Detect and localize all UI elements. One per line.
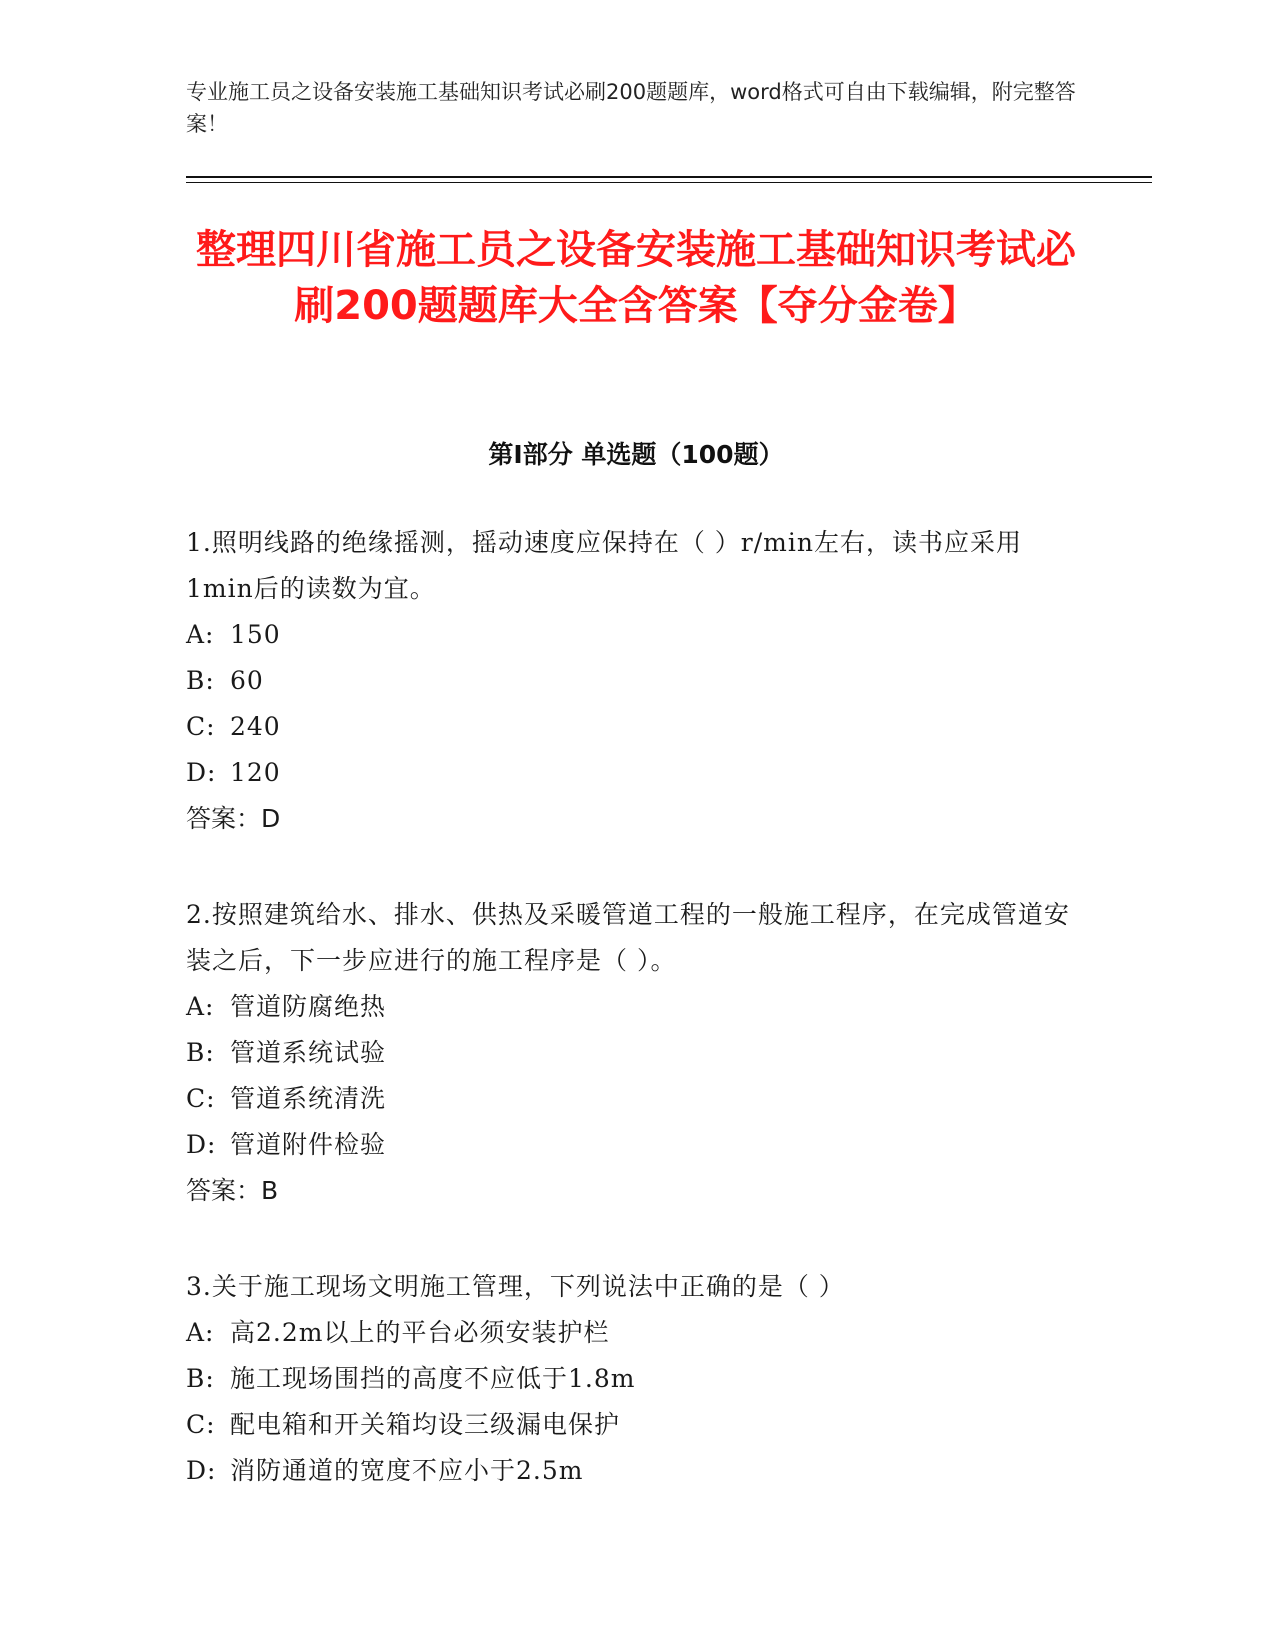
option-text: 高2.2m以上的平台必须安装护栏 (230, 1318, 610, 1347)
question-stem: 1.照明线路的绝缘摇测，摇动速度应保持在（ ）r/min左右，读书应采用1min后的读数为宜。 (186, 528, 1022, 603)
option-letter: D: (186, 1130, 217, 1159)
option-d (186, 1122, 1086, 1168)
option-a (186, 984, 1086, 1030)
option-letter: C: (186, 1410, 216, 1439)
option-letter: B: (186, 1364, 215, 1393)
option-a (186, 1310, 1086, 1356)
answer-line: 答案：D (186, 804, 281, 833)
question-3 (186, 1264, 1086, 1494)
option-c (186, 704, 1086, 750)
header-rule-thin (186, 182, 1152, 183)
option-b (186, 1356, 1086, 1402)
option-text: 120 (230, 758, 281, 787)
option-text: 60 (230, 666, 264, 695)
option-b (186, 658, 1086, 704)
question-1 (186, 520, 1086, 842)
header-note: 专业施工员之设备安装施工基础知识考试必刷200题题库，word格式可自由下载编辑，附完整答案！ (186, 80, 1076, 136)
answer-line: 答案：B (186, 1176, 279, 1205)
option-a (186, 612, 1086, 658)
option-text: 150 (230, 620, 281, 649)
option-text: 管道系统试验 (230, 1038, 387, 1067)
header-rule-thick (186, 176, 1152, 178)
question-list (186, 520, 1086, 1544)
section-title: 第Ⅰ部分 单选题（100题） (488, 440, 784, 469)
option-d (186, 750, 1086, 796)
question-stem: 3.关于施工现场文明施工管理，下列说法中正确的是（ ） (186, 1272, 845, 1301)
option-letter: D: (186, 1456, 217, 1485)
option-letter: C: (186, 712, 216, 741)
option-text: 管道系统清洗 (230, 1084, 387, 1113)
option-d (186, 1448, 1086, 1494)
question-2 (186, 892, 1086, 1214)
option-letter: A: (186, 1318, 215, 1347)
option-letter: A: (186, 992, 215, 1021)
option-text: 管道附件检验 (230, 1130, 387, 1159)
option-text: 消防通道的宽度不应小于2.5m (230, 1456, 584, 1485)
document-title: 整理四川省施工员之设备安装施工基础知识考试必刷200题题库大全含答案【夺分金卷】 (196, 227, 1076, 329)
option-text: 管道防腐绝热 (230, 992, 387, 1021)
option-letter: C: (186, 1084, 216, 1113)
option-b (186, 1030, 1086, 1076)
option-text: 配电箱和开关箱均设三级漏电保护 (230, 1410, 621, 1439)
option-c (186, 1402, 1086, 1448)
option-letter: B: (186, 1038, 215, 1067)
option-text: 施工现场围挡的高度不应低于1.8m (230, 1364, 636, 1393)
option-letter: D: (186, 758, 217, 787)
option-c (186, 1076, 1086, 1122)
option-letter: B: (186, 666, 215, 695)
option-text: 240 (230, 712, 281, 741)
option-letter: A: (186, 620, 215, 649)
question-stem: 2.按照建筑给水、排水、供热及采暖管道工程的一般施工程序，在完成管道安装之后，下一步应进行的施工程序是（ ）。 (186, 900, 1070, 975)
